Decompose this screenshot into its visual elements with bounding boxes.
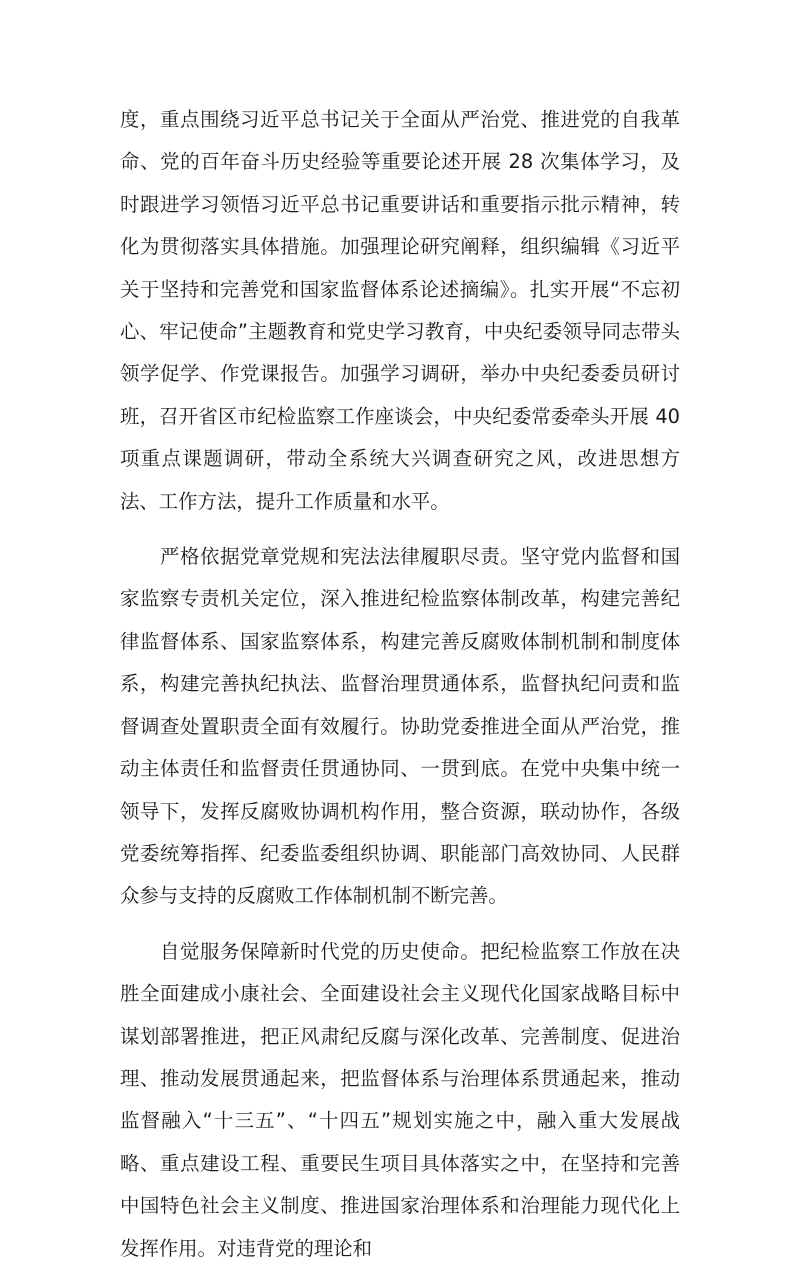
paragraph-theory-study: 度，重点围绕习近平总书记关于全面从严治党、推进党的自我革命、党的百年奋斗历史经验等重要论述开展 28 次集体学习，及时跟进学习领悟习近平总书记重要讲话和重要指示批示精神，转化为贯彻落实具体措施。加强理论研究阐释，组织编辑《习近平关于坚持和完善党和国家监督体系论述摘编》。扎实开展“不忘初心、牢记使命”主题教育和党史学习教育，中央纪委领导同志带头领学促学、作党课报告。加强学习调研，举办中央纪委委员研讨班，召开省区市纪检监察工作座谈会，中央纪委常委牵头开展 40 项重点课题调研，带动全系统大兴调查研究之风，改进思想方法、工作方法，提升工作质量和水平。 <box>120 108 680 513</box>
paragraph-duty-performance: 严格依据党章党规和宪法法律履职尽责。坚守党内监督和国家监察专责机关定位，深入推进纪检监察体制改革，构建完善纪律监督体系、国家监察体系，构建完善反腐败体制机制和制度体系，构建完善执纪执法、监督治理贯通体系，监督执纪问责和监督调查处置职责全面有效履行。协助党委推进全面从严治党，推动主体责任和监督责任贯通协同、一贯到底。在党中央集中统一领导下，发挥反腐败协调机构作用，整合资源，联动协作，各级党委统筹指挥、纪委监委组织协调、职能部门高效协同、人民群众参与支持的反腐败工作体制机制不断完善。 <box>120 545 680 908</box>
document-page <box>120 99 680 1283</box>
paragraph-historic-mission: 自觉服务保障新时代党的历史使命。把纪检监察工作放在决胜全面建成小康社会、全面建设社会主义现代化国家战略目标中谋划部署推进，把正风肃纪反腐与深化改革、完善制度、促进治理、推动发展贯通起来，把监督体系与治理体系贯通起来，推动监督融入“十三五”、“十四五”规划实施之中，融入重大发展战略、重点建设工程、重要民生项目具体落实之中，在坚持和完善中国特色社会主义制度、推进国家治理体系和治理能力现代化上发挥作用。对违背党的理论和 <box>120 939 680 1260</box>
